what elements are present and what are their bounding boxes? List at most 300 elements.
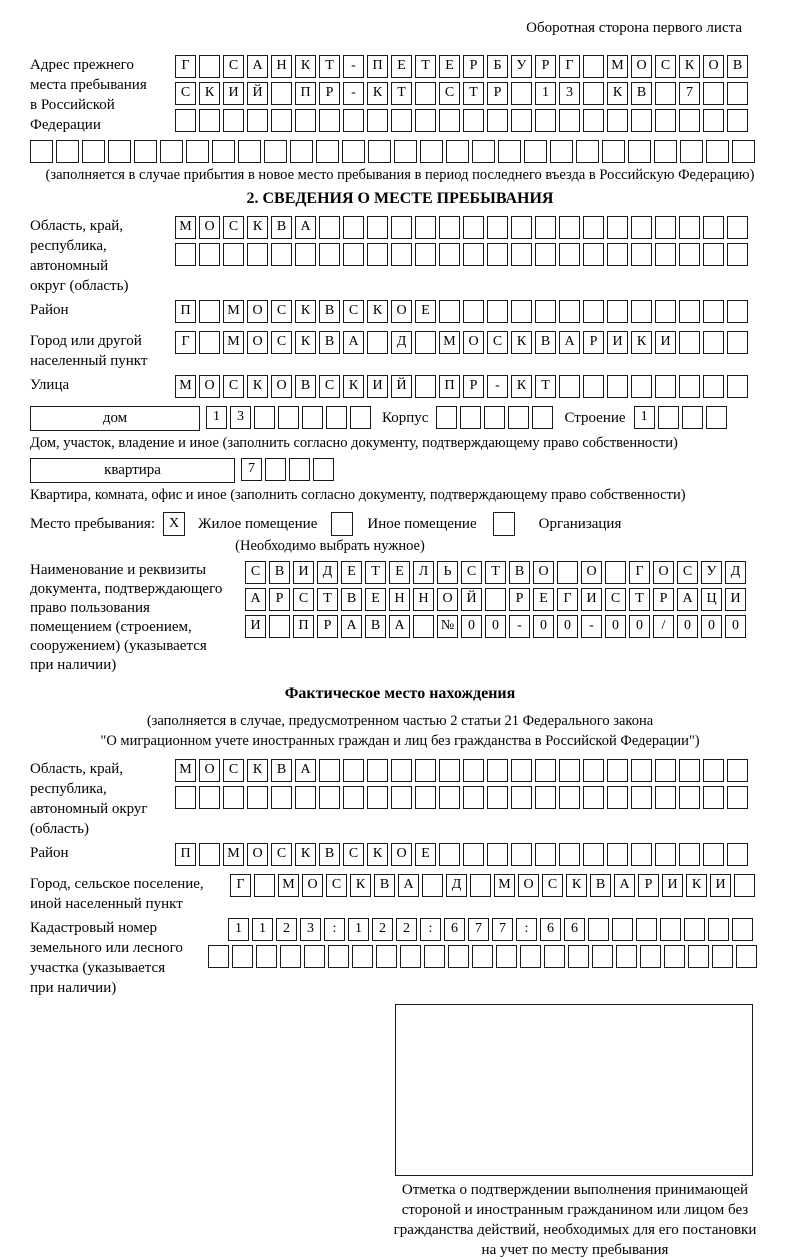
char-box[interactable] xyxy=(680,140,703,163)
char-box[interactable] xyxy=(682,406,703,429)
char-box[interactable]: - xyxy=(581,615,602,638)
char-box[interactable] xyxy=(544,945,565,968)
char-box[interactable]: В xyxy=(271,216,292,239)
char-box[interactable] xyxy=(535,786,556,809)
char-box[interactable]: Д xyxy=(317,561,338,584)
char-box[interactable]: Р xyxy=(509,588,530,611)
char-box[interactable]: Е xyxy=(365,588,386,611)
char-box[interactable]: Й xyxy=(247,82,268,105)
char-box[interactable]: О xyxy=(653,561,674,584)
char-box[interactable] xyxy=(415,331,436,354)
char-box[interactable] xyxy=(583,216,604,239)
char-box[interactable] xyxy=(727,331,748,354)
char-box[interactable]: 0 xyxy=(725,615,746,638)
char-box[interactable] xyxy=(134,140,157,163)
checkbox-residential[interactable]: X xyxy=(163,512,185,536)
char-box[interactable]: 7 xyxy=(241,458,262,481)
char-box[interactable]: 7 xyxy=(492,918,513,941)
char-box[interactable] xyxy=(199,786,220,809)
char-box[interactable] xyxy=(607,375,628,398)
char-box[interactable] xyxy=(319,109,340,132)
char-box[interactable]: П xyxy=(293,615,314,638)
char-box[interactable]: 1 xyxy=(535,82,556,105)
char-box[interactable]: 6 xyxy=(564,918,585,941)
char-box[interactable] xyxy=(295,786,316,809)
char-box[interactable] xyxy=(487,216,508,239)
char-box[interactable]: : xyxy=(516,918,537,941)
char-box[interactable]: : xyxy=(420,918,441,941)
char-box[interactable]: М xyxy=(175,216,196,239)
char-box[interactable] xyxy=(264,140,287,163)
char-box[interactable] xyxy=(391,216,412,239)
char-box[interactable]: О xyxy=(247,300,268,323)
char-box[interactable]: П xyxy=(175,300,196,323)
char-box[interactable]: К xyxy=(343,375,364,398)
char-box[interactable]: В xyxy=(631,82,652,105)
char-box[interactable]: И xyxy=(245,615,266,638)
char-box[interactable]: И xyxy=(367,375,388,398)
char-box[interactable] xyxy=(727,109,748,132)
char-box[interactable]: О xyxy=(518,874,539,897)
char-box[interactable] xyxy=(463,109,484,132)
char-box[interactable] xyxy=(271,786,292,809)
char-box[interactable]: Г xyxy=(175,55,196,78)
char-box[interactable] xyxy=(684,918,705,941)
char-box[interactable]: К xyxy=(295,300,316,323)
char-box[interactable]: С xyxy=(343,843,364,866)
char-box[interactable]: М xyxy=(223,843,244,866)
char-box[interactable]: О xyxy=(703,55,724,78)
char-box[interactable] xyxy=(343,786,364,809)
char-box[interactable] xyxy=(679,843,700,866)
char-box[interactable] xyxy=(664,945,685,968)
char-box[interactable] xyxy=(583,786,604,809)
char-box[interactable]: Ь xyxy=(437,561,458,584)
char-box[interactable] xyxy=(535,243,556,266)
char-box[interactable] xyxy=(498,140,521,163)
char-box[interactable]: Р xyxy=(653,588,674,611)
char-box[interactable] xyxy=(559,786,580,809)
char-box[interactable] xyxy=(424,945,445,968)
char-box[interactable]: В xyxy=(727,55,748,78)
char-box[interactable] xyxy=(583,843,604,866)
char-box[interactable] xyxy=(199,300,220,323)
char-box[interactable]: К xyxy=(566,874,587,897)
char-box[interactable] xyxy=(535,109,556,132)
char-box[interactable]: Р xyxy=(535,55,556,78)
char-box[interactable] xyxy=(394,140,417,163)
char-box[interactable]: В xyxy=(295,375,316,398)
char-box[interactable]: В xyxy=(271,759,292,782)
char-box[interactable]: К xyxy=(247,759,268,782)
char-box[interactable] xyxy=(439,109,460,132)
char-box[interactable]: И xyxy=(581,588,602,611)
char-box[interactable]: М xyxy=(175,375,196,398)
char-box[interactable]: Й xyxy=(391,375,412,398)
char-box[interactable] xyxy=(736,945,757,968)
char-box[interactable]: М xyxy=(278,874,299,897)
char-box[interactable] xyxy=(607,759,628,782)
char-box[interactable]: Г xyxy=(559,55,580,78)
char-box[interactable] xyxy=(487,843,508,866)
char-box[interactable] xyxy=(727,786,748,809)
char-box[interactable] xyxy=(631,216,652,239)
char-box[interactable]: И xyxy=(655,331,676,354)
char-box[interactable] xyxy=(199,55,220,78)
char-box[interactable]: М xyxy=(175,759,196,782)
char-box[interactable]: 0 xyxy=(629,615,650,638)
char-box[interactable] xyxy=(415,375,436,398)
char-box[interactable] xyxy=(703,82,724,105)
char-box[interactable] xyxy=(463,216,484,239)
char-box[interactable]: Й xyxy=(461,588,482,611)
char-box[interactable]: 0 xyxy=(605,615,626,638)
char-box[interactable]: Д xyxy=(391,331,412,354)
char-box[interactable]: С xyxy=(223,216,244,239)
char-box[interactable]: О xyxy=(391,843,412,866)
char-box[interactable]: У xyxy=(701,561,722,584)
char-box[interactable]: В xyxy=(590,874,611,897)
char-box[interactable] xyxy=(654,140,677,163)
char-box[interactable]: Н xyxy=(413,588,434,611)
char-box[interactable] xyxy=(367,786,388,809)
char-box[interactable] xyxy=(82,140,105,163)
char-box[interactable] xyxy=(631,375,652,398)
char-box[interactable]: К xyxy=(367,82,388,105)
char-box[interactable]: 2 xyxy=(276,918,297,941)
char-box[interactable]: В xyxy=(319,300,340,323)
char-box[interactable] xyxy=(199,243,220,266)
char-box[interactable]: Д xyxy=(725,561,746,584)
char-box[interactable] xyxy=(463,786,484,809)
char-box[interactable] xyxy=(535,843,556,866)
char-box[interactable] xyxy=(343,216,364,239)
char-box[interactable]: 6 xyxy=(540,918,561,941)
char-box[interactable]: Т xyxy=(365,561,386,584)
char-box[interactable]: С xyxy=(293,588,314,611)
char-box[interactable]: О xyxy=(271,375,292,398)
char-box[interactable]: К xyxy=(607,82,628,105)
char-box[interactable] xyxy=(290,140,313,163)
char-box[interactable] xyxy=(56,140,79,163)
char-box[interactable] xyxy=(223,243,244,266)
checkbox-other-premises[interactable] xyxy=(331,512,353,536)
char-box[interactable] xyxy=(199,331,220,354)
char-box[interactable]: Р xyxy=(317,615,338,638)
char-box[interactable] xyxy=(727,843,748,866)
char-box[interactable] xyxy=(703,375,724,398)
char-box[interactable]: М xyxy=(494,874,515,897)
char-box[interactable] xyxy=(583,300,604,323)
char-box[interactable] xyxy=(463,759,484,782)
char-box[interactable]: Р xyxy=(269,588,290,611)
char-box[interactable] xyxy=(439,843,460,866)
char-box[interactable] xyxy=(186,140,209,163)
char-box[interactable]: К xyxy=(511,331,532,354)
char-box[interactable]: С xyxy=(487,331,508,354)
char-box[interactable]: М xyxy=(439,331,460,354)
char-box[interactable] xyxy=(439,216,460,239)
char-box[interactable]: 3 xyxy=(230,406,251,429)
char-box[interactable] xyxy=(436,406,457,429)
char-box[interactable] xyxy=(607,300,628,323)
char-box[interactable] xyxy=(583,759,604,782)
char-box[interactable] xyxy=(727,82,748,105)
char-box[interactable] xyxy=(319,216,340,239)
char-box[interactable] xyxy=(439,759,460,782)
char-box[interactable] xyxy=(607,786,628,809)
char-box[interactable]: Н xyxy=(271,55,292,78)
char-box[interactable] xyxy=(607,109,628,132)
char-box[interactable] xyxy=(655,82,676,105)
char-box[interactable] xyxy=(160,140,183,163)
char-box[interactable] xyxy=(703,786,724,809)
char-box[interactable]: Р xyxy=(583,331,604,354)
char-box[interactable] xyxy=(319,759,340,782)
char-box[interactable]: 2 xyxy=(396,918,417,941)
char-box[interactable] xyxy=(679,300,700,323)
char-box[interactable]: С xyxy=(271,300,292,323)
char-box[interactable]: 0 xyxy=(701,615,722,638)
char-box[interactable]: А xyxy=(247,55,268,78)
char-box[interactable] xyxy=(703,843,724,866)
char-box[interactable] xyxy=(511,216,532,239)
char-box[interactable] xyxy=(706,406,727,429)
char-box[interactable] xyxy=(631,786,652,809)
char-box[interactable] xyxy=(212,140,235,163)
char-box[interactable] xyxy=(559,216,580,239)
char-box[interactable] xyxy=(588,918,609,941)
char-box[interactable]: - xyxy=(487,375,508,398)
char-box[interactable]: А xyxy=(343,331,364,354)
char-box[interactable] xyxy=(420,140,443,163)
char-box[interactable] xyxy=(496,945,517,968)
char-box[interactable]: Г xyxy=(629,561,650,584)
char-box[interactable] xyxy=(487,786,508,809)
char-box[interactable] xyxy=(703,109,724,132)
char-box[interactable]: М xyxy=(223,331,244,354)
char-box[interactable]: И xyxy=(662,874,683,897)
char-box[interactable]: А xyxy=(389,615,410,638)
char-box[interactable]: И xyxy=(223,82,244,105)
char-box[interactable]: С xyxy=(326,874,347,897)
char-box[interactable]: Б xyxy=(487,55,508,78)
char-box[interactable]: 1 xyxy=(634,406,655,429)
char-box[interactable]: Р xyxy=(463,55,484,78)
char-box[interactable] xyxy=(524,140,547,163)
char-box[interactable] xyxy=(413,615,434,638)
char-box[interactable] xyxy=(727,375,748,398)
char-box[interactable]: Р xyxy=(487,82,508,105)
char-box[interactable]: В xyxy=(269,561,290,584)
char-box[interactable]: В xyxy=(365,615,386,638)
char-box[interactable] xyxy=(636,918,657,941)
char-box[interactable] xyxy=(30,140,53,163)
char-box[interactable]: К xyxy=(367,843,388,866)
char-box[interactable] xyxy=(367,331,388,354)
char-box[interactable]: 0 xyxy=(677,615,698,638)
char-box[interactable] xyxy=(415,786,436,809)
char-box[interactable]: С xyxy=(605,588,626,611)
char-box[interactable]: К xyxy=(247,375,268,398)
char-box[interactable] xyxy=(727,216,748,239)
char-box[interactable] xyxy=(631,243,652,266)
char-box[interactable] xyxy=(472,945,493,968)
char-box[interactable] xyxy=(679,331,700,354)
char-box[interactable] xyxy=(612,918,633,941)
char-box[interactable] xyxy=(391,786,412,809)
char-box[interactable] xyxy=(295,109,316,132)
char-box[interactable] xyxy=(583,243,604,266)
char-box[interactable] xyxy=(712,945,733,968)
char-box[interactable] xyxy=(703,331,724,354)
char-box[interactable]: В xyxy=(374,874,395,897)
char-box[interactable]: О xyxy=(199,216,220,239)
char-box[interactable] xyxy=(655,759,676,782)
char-box[interactable] xyxy=(108,140,131,163)
char-box[interactable] xyxy=(343,759,364,782)
char-box[interactable] xyxy=(391,109,412,132)
char-box[interactable]: Е xyxy=(389,561,410,584)
char-box[interactable] xyxy=(511,243,532,266)
char-box[interactable] xyxy=(508,406,529,429)
char-box[interactable] xyxy=(679,216,700,239)
char-box[interactable] xyxy=(679,109,700,132)
char-box[interactable] xyxy=(703,300,724,323)
char-box[interactable] xyxy=(655,109,676,132)
char-box[interactable] xyxy=(415,82,436,105)
char-box[interactable] xyxy=(559,843,580,866)
char-box[interactable] xyxy=(559,243,580,266)
char-box[interactable]: В xyxy=(509,561,530,584)
char-box[interactable] xyxy=(703,216,724,239)
char-box[interactable]: И xyxy=(293,561,314,584)
char-box[interactable] xyxy=(199,843,220,866)
char-box[interactable] xyxy=(484,406,505,429)
char-box[interactable] xyxy=(487,759,508,782)
char-box[interactable]: Г xyxy=(557,588,578,611)
char-box[interactable] xyxy=(658,406,679,429)
char-box[interactable] xyxy=(232,945,253,968)
char-box[interactable] xyxy=(463,243,484,266)
char-box[interactable]: С xyxy=(439,82,460,105)
char-box[interactable]: Р xyxy=(319,82,340,105)
char-box[interactable] xyxy=(223,109,244,132)
char-box[interactable]: В xyxy=(341,588,362,611)
char-box[interactable]: А xyxy=(398,874,419,897)
char-box[interactable] xyxy=(328,945,349,968)
char-box[interactable] xyxy=(485,588,506,611)
char-box[interactable]: И xyxy=(725,588,746,611)
checkbox-organization[interactable] xyxy=(493,512,515,536)
char-box[interactable] xyxy=(511,786,532,809)
char-box[interactable] xyxy=(446,140,469,163)
char-box[interactable] xyxy=(269,615,290,638)
char-box[interactable] xyxy=(326,406,347,429)
char-box[interactable] xyxy=(175,786,196,809)
char-box[interactable]: В xyxy=(535,331,556,354)
char-box[interactable] xyxy=(439,243,460,266)
char-box[interactable] xyxy=(557,561,578,584)
char-box[interactable] xyxy=(655,243,676,266)
char-box[interactable] xyxy=(238,140,261,163)
char-box[interactable]: К xyxy=(631,331,652,354)
char-box[interactable] xyxy=(568,945,589,968)
char-box[interactable] xyxy=(278,406,299,429)
char-box[interactable] xyxy=(199,109,220,132)
char-box[interactable] xyxy=(289,458,310,481)
char-box[interactable] xyxy=(271,109,292,132)
char-box[interactable] xyxy=(511,300,532,323)
char-box[interactable] xyxy=(559,759,580,782)
char-box[interactable] xyxy=(487,243,508,266)
char-box[interactable]: Ц xyxy=(701,588,722,611)
char-box[interactable] xyxy=(703,759,724,782)
char-box[interactable] xyxy=(628,140,651,163)
char-box[interactable]: К xyxy=(686,874,707,897)
char-box[interactable] xyxy=(732,918,753,941)
char-box[interactable] xyxy=(342,140,365,163)
char-box[interactable] xyxy=(254,406,275,429)
char-box[interactable]: П xyxy=(175,843,196,866)
char-box[interactable] xyxy=(559,300,580,323)
char-box[interactable] xyxy=(368,140,391,163)
char-box[interactable] xyxy=(271,82,292,105)
char-box[interactable]: А xyxy=(614,874,635,897)
char-box[interactable] xyxy=(415,216,436,239)
char-box[interactable]: Р xyxy=(463,375,484,398)
char-box[interactable] xyxy=(319,786,340,809)
char-box[interactable]: № xyxy=(437,615,458,638)
char-box[interactable] xyxy=(487,300,508,323)
char-box[interactable]: К xyxy=(295,331,316,354)
char-box[interactable] xyxy=(280,945,301,968)
char-box[interactable]: 0 xyxy=(461,615,482,638)
char-box[interactable] xyxy=(655,375,676,398)
char-box[interactable] xyxy=(550,140,573,163)
char-box[interactable]: А xyxy=(341,615,362,638)
char-box[interactable] xyxy=(679,786,700,809)
char-box[interactable] xyxy=(559,109,580,132)
char-box[interactable]: П xyxy=(367,55,388,78)
char-box[interactable] xyxy=(583,82,604,105)
char-box[interactable]: 7 xyxy=(468,918,489,941)
char-box[interactable] xyxy=(367,759,388,782)
char-box[interactable] xyxy=(511,759,532,782)
char-box[interactable] xyxy=(400,945,421,968)
char-box[interactable]: О xyxy=(199,375,220,398)
char-box[interactable] xyxy=(520,945,541,968)
char-box[interactable]: В xyxy=(319,843,340,866)
char-box[interactable] xyxy=(247,243,268,266)
char-box[interactable]: Е xyxy=(533,588,554,611)
char-box[interactable] xyxy=(316,140,339,163)
char-box[interactable]: - xyxy=(343,82,364,105)
char-box[interactable] xyxy=(319,243,340,266)
char-box[interactable] xyxy=(679,243,700,266)
char-box[interactable]: Г xyxy=(230,874,251,897)
char-box[interactable]: О xyxy=(302,874,323,897)
char-box[interactable]: 1 xyxy=(228,918,249,941)
char-box[interactable]: О xyxy=(437,588,458,611)
char-box[interactable]: С xyxy=(542,874,563,897)
char-box[interactable] xyxy=(640,945,661,968)
char-box[interactable] xyxy=(350,406,371,429)
char-box[interactable]: О xyxy=(391,300,412,323)
char-box[interactable]: 1 xyxy=(252,918,273,941)
char-box[interactable]: О xyxy=(463,331,484,354)
char-box[interactable]: А xyxy=(295,216,316,239)
